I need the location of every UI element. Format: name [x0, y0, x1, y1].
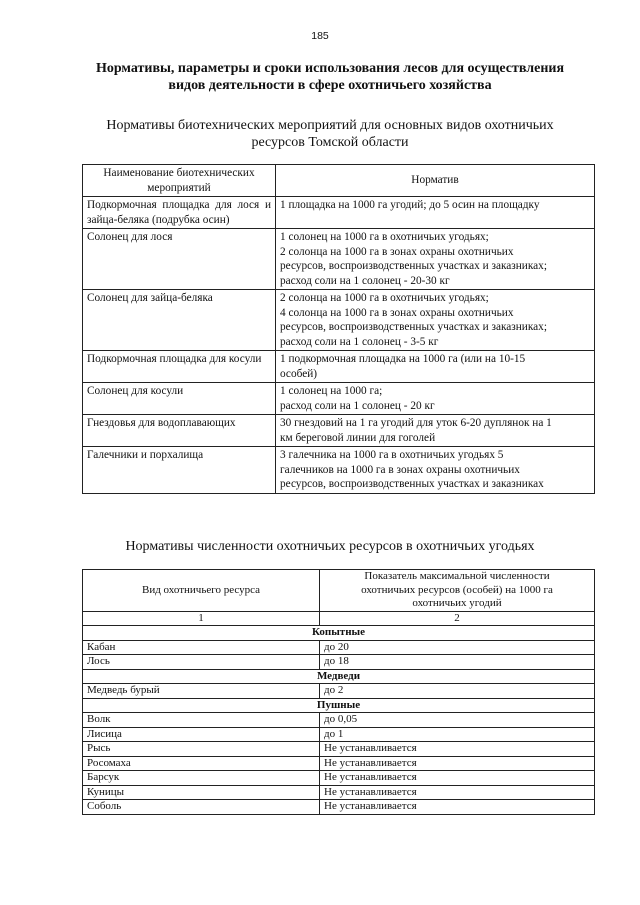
- biotech-section-title-line-1: Нормативы биотехнических мероприятий для основных видов охотничьих: [106, 118, 554, 133]
- norm-line: км береговой линии для гоголей: [280, 431, 436, 444]
- norm-line: ресурсов, воспроизводственных участках и заказниках;: [280, 321, 547, 333]
- table-row: [83, 655, 595, 670]
- norm-line: 4 солонца на 1000 га в зонах охраны охотничьих: [280, 306, 514, 319]
- norm-cell: [276, 197, 595, 229]
- norm-line: ресурсов, воспроизводственных участках и заказниках;: [280, 260, 547, 272]
- activity-cell: Подкормочная площадка для косули: [83, 351, 276, 383]
- norm-line: 3 галечника на 1000 га в охотничьих угодьях 5: [280, 449, 504, 461]
- norm-line: ресурсов, воспроизводственных участках и заказниках: [280, 478, 544, 490]
- value-cell: до 1: [320, 727, 595, 742]
- group-name: Пушные: [83, 698, 595, 713]
- table-row: [83, 351, 595, 383]
- biotech-section-title: [60, 117, 600, 151]
- table-row: [83, 415, 595, 447]
- species-cell: Соболь: [83, 800, 320, 815]
- biotech-table-body: [83, 197, 595, 494]
- header-indicator-line-3: охотничьих угодий: [412, 597, 502, 609]
- norm-cell: [276, 351, 595, 383]
- table-row: [83, 383, 595, 415]
- species-cell: Кабан: [83, 640, 320, 655]
- norm-line: галечников на 1000 га в зонах охраны охотничьих: [280, 463, 520, 476]
- group-row: [83, 626, 595, 641]
- page-number: 185: [311, 30, 329, 42]
- table-row: [83, 447, 595, 494]
- species-cell: Барсук: [83, 771, 320, 786]
- header-indicator: [320, 570, 595, 612]
- species-cell: Волк: [83, 713, 320, 728]
- table-row: [83, 800, 595, 815]
- column-number-2: 2: [320, 611, 595, 626]
- column-number-1: 1: [83, 611, 320, 626]
- biotech-section-title-line-2: ресурсов Томской области: [251, 135, 409, 150]
- column-number-row: [83, 611, 595, 626]
- table-row: [83, 197, 595, 229]
- species-cell: Росомаха: [83, 756, 320, 771]
- document-title-line-2: видов деятельности в сфере охотничьего хозяйства: [168, 78, 492, 93]
- biotech-header-row: [83, 165, 595, 197]
- activity-cell: Подкормочная площадка для лося и зайца-беляка (подрубка осин): [83, 197, 276, 229]
- norm-cell: [276, 383, 595, 415]
- value-cell: до 2: [320, 684, 595, 699]
- value-cell: Не устанавливается: [320, 785, 595, 800]
- group-name: Медведи: [83, 669, 595, 684]
- activity-cell: Гнездовья для водоплавающих: [83, 415, 276, 447]
- norm-line: расход соли на 1 солонец - 3-5 кг: [280, 335, 439, 348]
- value-cell: до 18: [320, 655, 595, 670]
- value-cell: до 0,05: [320, 713, 595, 728]
- species-cell: Рысь: [83, 742, 320, 757]
- population-table-body: [83, 626, 595, 815]
- table-row: [83, 684, 595, 699]
- activity-cell: Галечники и порхалища: [83, 447, 276, 494]
- value-cell: Не устанавливается: [320, 756, 595, 771]
- norm-cell: [276, 415, 595, 447]
- norm-line: расход соли на 1 солонец - 20 кг: [280, 399, 435, 412]
- activity-cell: Солонец для косули: [83, 383, 276, 415]
- norm-line: 1 площадка на 1000 га угодий; до 5 осин на площадку: [280, 199, 540, 211]
- value-cell: Не устанавливается: [320, 742, 595, 757]
- header-norm: Норматив: [276, 165, 595, 197]
- species-cell: Лисица: [83, 727, 320, 742]
- value-cell: до 20: [320, 640, 595, 655]
- species-cell: Куницы: [83, 785, 320, 800]
- document-title: [60, 60, 600, 94]
- norm-cell: [276, 447, 595, 494]
- norm-line: 2 солонца на 1000 га в охотничьих угодьях;: [280, 292, 489, 304]
- activity-cell: Солонец для лося: [83, 229, 276, 290]
- value-cell: Не устанавливается: [320, 800, 595, 815]
- population-header-row: [83, 570, 595, 612]
- table-row: [83, 229, 595, 290]
- norm-line: 30 гнездовий на 1 га угодий для уток 6-20 дуплянок на 1: [280, 417, 552, 429]
- norm-cell: [276, 290, 595, 351]
- table-row: [83, 727, 595, 742]
- norm-line: 1 солонец на 1000 га;: [280, 385, 383, 397]
- population-norms-table: [82, 569, 595, 815]
- table-row: [83, 771, 595, 786]
- document-title-line-1: Нормативы, параметры и сроки использования лесов для осуществления: [95, 61, 565, 76]
- norm-line: 2 солонца на 1000 га в зонах охраны охотничьих: [280, 245, 514, 258]
- biotech-norms-table: [82, 164, 595, 494]
- norm-line: расход соли на 1 солонец - 20-30 кг: [280, 274, 450, 287]
- table-row: [83, 785, 595, 800]
- population-section-title: Нормативы численности охотничьих ресурсов в охотничьих угодьях: [125, 539, 535, 554]
- group-row: [83, 669, 595, 684]
- header-activity: [83, 165, 276, 197]
- group-row: [83, 698, 595, 713]
- header-indicator-line-1: Показатель максимальной численности: [364, 570, 550, 582]
- norm-line: 1 солонец на 1000 га в охотничьих угодьях;: [280, 231, 489, 243]
- table-row: [83, 290, 595, 351]
- header-species: Вид охотничьего ресурса: [83, 570, 320, 612]
- table-row: [83, 756, 595, 771]
- header-activity-line-2: мероприятий: [147, 181, 211, 194]
- norm-cell: [276, 229, 595, 290]
- norm-line: особей): [280, 367, 318, 380]
- species-cell: Лось: [83, 655, 320, 670]
- species-cell: Медведь бурый: [83, 684, 320, 699]
- table-row: [83, 640, 595, 655]
- table-row: [83, 713, 595, 728]
- header-indicator-line-2: охотничьих ресурсов (особей) на 1000 га: [361, 583, 553, 596]
- group-name: Копытные: [83, 626, 595, 641]
- activity-cell: Солонец для зайца-беляка: [83, 290, 276, 351]
- norm-line: 1 подкормочная площадка на 1000 га (или на 10-15: [280, 353, 526, 365]
- table-row: [83, 742, 595, 757]
- header-activity-line-1: Наименование биотехнических: [103, 167, 255, 179]
- value-cell: Не устанавливается: [320, 771, 595, 786]
